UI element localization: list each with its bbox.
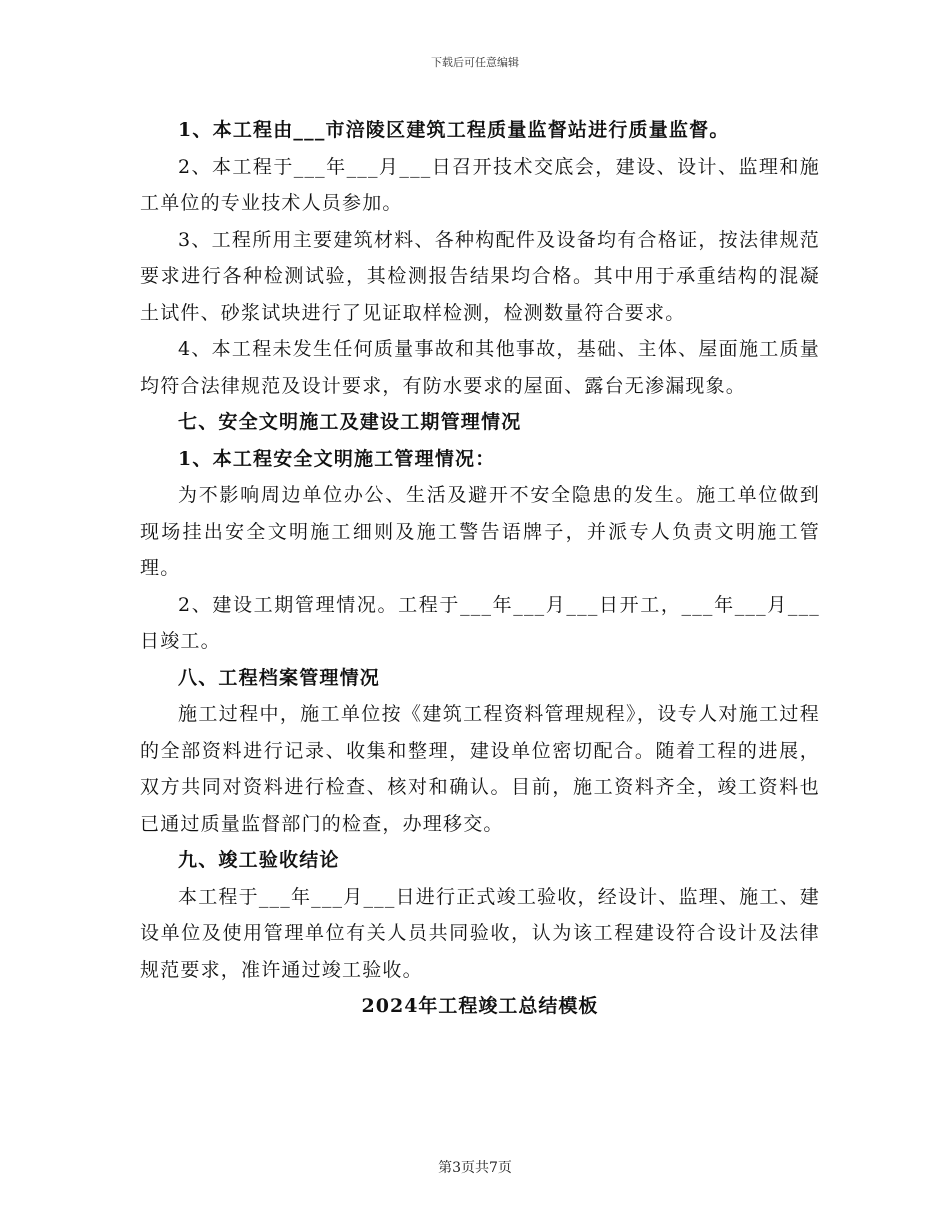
paragraph-archives: 施工过程中，施工单位按《建筑工程资料管理规程》，设专人对施工过程的全部资料进行记录、收集和整理，建设单位密切配合。随着工程的进展，双方共同对资料进行检查、核对和确认。目前，施工资料齐全，竣工资料也已通过质量监督部门的检查，办理移交。 bbox=[140, 703, 820, 835]
document-title: 2024年工程竣工总结模板 bbox=[361, 995, 599, 1017]
header-note: 下载后可任意编辑 bbox=[431, 56, 519, 69]
paragraph-technical-briefing: 2、本工程于___年___月___日召开技术交底会，建设、设计、监理和施工单位的专业技术人员参加。 bbox=[140, 155, 820, 214]
section-heading-9: 九、竣工验收结论 bbox=[178, 849, 340, 871]
page-number: 第3页共7页 bbox=[438, 1160, 512, 1176]
paragraph-safety: 为不影响周边单位办公、生活及避开不安全隐患的发生。施工单位做到现场挂出安全文明施工细则及施工警告语牌子，并派专人负责文明施工管理。 bbox=[140, 484, 820, 579]
paragraph-schedule: 2、建设工期管理情况。工程于___年___月___日开工，___年___月___日竣工。 bbox=[140, 593, 820, 652]
section-heading-7: 七、安全文明施工及建设工期管理情况 bbox=[178, 411, 522, 433]
subsection-heading-safety: 1、本工程安全文明施工管理情况： bbox=[178, 447, 496, 470]
paragraph-conclusion: 本工程于___年___月___日进行正式竣工验收，经设计、监理、施工、建设单位及使用管理单位有关人员共同验收，认为该工程建设符合设计及法律规范要求，准许通过竣工验收。 bbox=[140, 885, 820, 981]
paragraph-materials: 3、工程所用主要建筑材料、各种构配件及设备均有合格证，按法律规范要求进行各种检测试验，其检测报告结果均合格。其中用于承重结构的混凝土试件、砂浆试块进行了见证取样检测，检测数量符合要求。 bbox=[140, 228, 820, 324]
section-heading-8: 八、工程档案管理情况 bbox=[178, 666, 381, 689]
paragraph-quality: 4、本工程未发生任何质量事故和其他事故，基础、主体、屋面施工质量均符合法律规范及设计要求，有防水要求的屋面、露台无渗漏现象。 bbox=[140, 338, 820, 397]
supervision-heading: 1、本工程由___市涪陵区建筑工程质量监督站进行质量监督。 bbox=[178, 119, 730, 141]
document-body bbox=[140, 112, 820, 1025]
